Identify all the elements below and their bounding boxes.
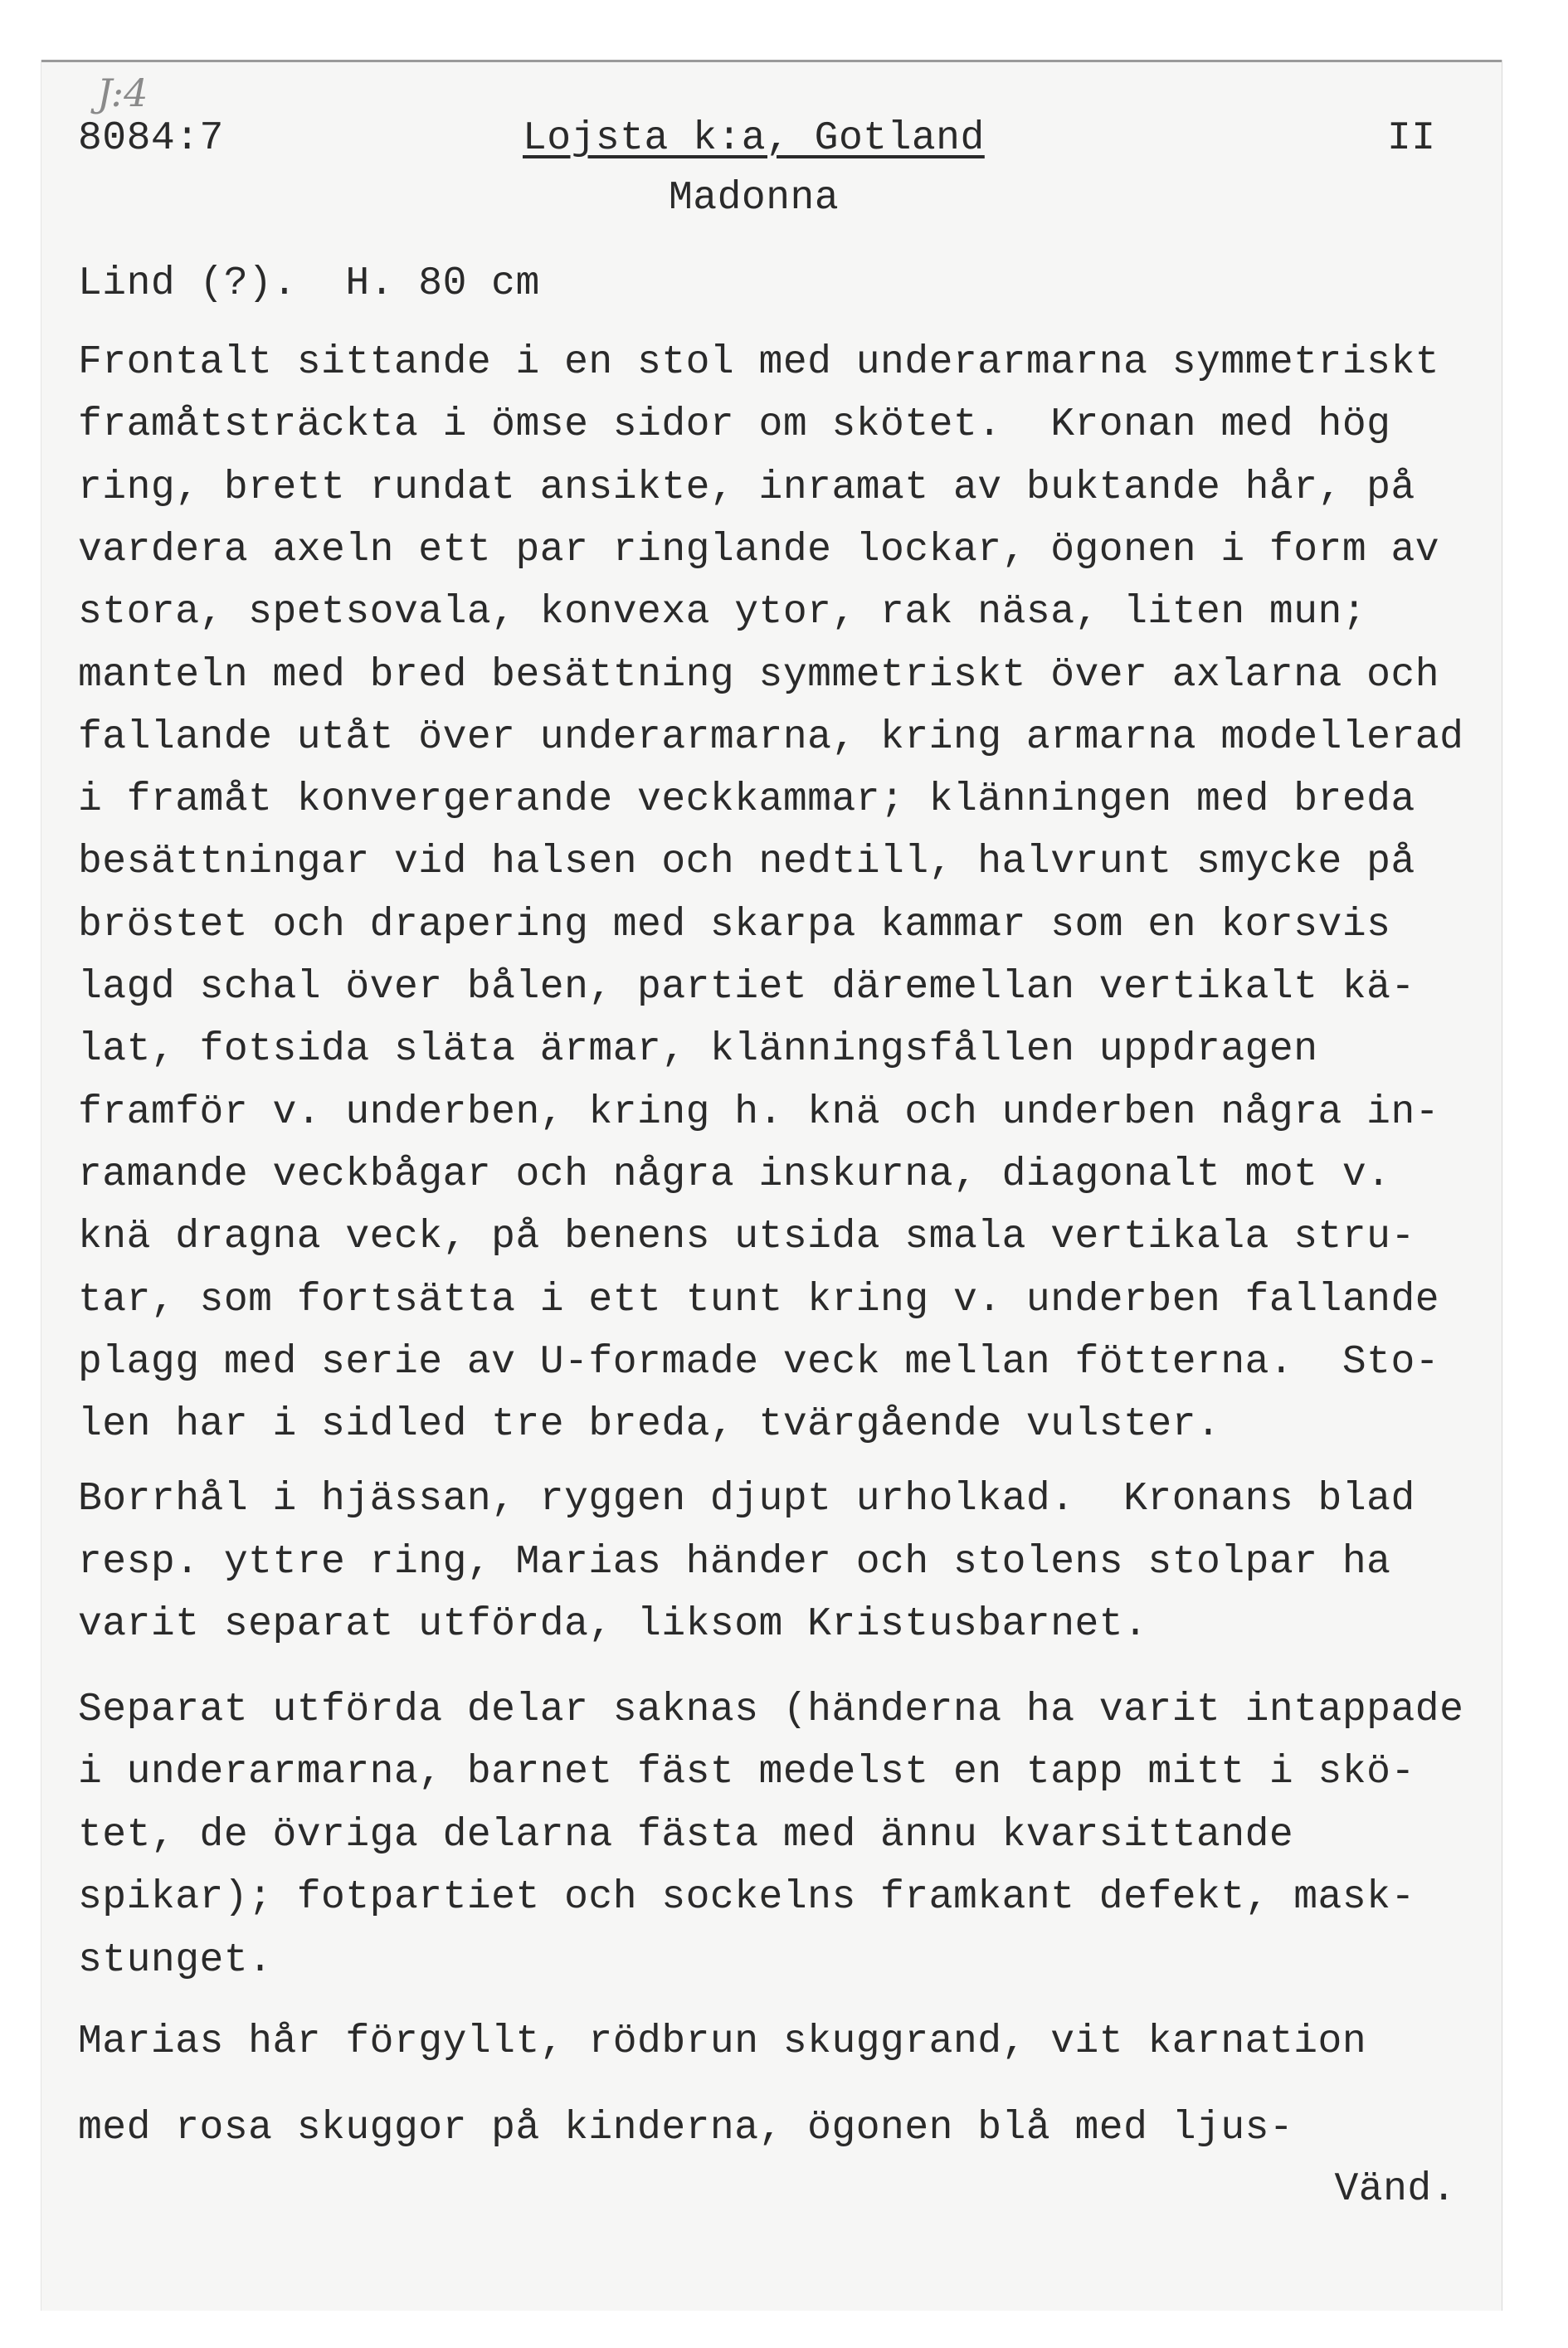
text-line: resp. yttre ring, Marias händer och stolens stolpar ha bbox=[78, 1539, 1391, 1585]
location-title: Lojsta k:a, Gotland bbox=[523, 116, 985, 161]
text-line: Separat utförda delar saknas (händerna ha varit intappade bbox=[78, 1688, 1464, 1732]
card-number: II bbox=[1387, 116, 1436, 161]
text-line: manteln med bred besättning symmetriskt över axlarna och bbox=[78, 652, 1440, 698]
text-line: stora, spetsovala, konvexa ytor, rak näsa, liten mun; bbox=[78, 590, 1367, 636]
text-line: lat, fotsida släta ärmar, klänningsfållen uppdragen bbox=[78, 1027, 1318, 1073]
text-line: besättningar vid halsen och nedtill, halvrunt smycke på bbox=[78, 840, 1415, 885]
text-line: med rosa skuggor på kinderna, ögonen blå med ljus- bbox=[78, 2106, 1294, 2151]
text-line: i framåt konvergerande veckkammar; klänningen med breda bbox=[78, 777, 1415, 823]
text-line: plagg med serie av U-formade veck mellan fötterna. Sto- bbox=[78, 1339, 1440, 1385]
text-line: tet, de övriga delarna fästa med ännu kvarsittande bbox=[78, 1812, 1294, 1858]
text-line: varit separat utförda, liksom Kristusbarnet. bbox=[78, 1602, 1148, 1648]
text-line: Frontalt sittande i en stol med underarmarna symmetriskt bbox=[78, 340, 1440, 385]
handwritten-note: J:4 bbox=[97, 71, 149, 115]
text-line: bröstet och drapering med skarpa kammar som en korsvis bbox=[78, 902, 1391, 947]
text-line: Marias hår förgyllt, rödbrun skuggrand, vit karnation bbox=[78, 2019, 1367, 2064]
text-line: framåtsträckta i ömse sidor om skötet. Kronan med hög bbox=[78, 402, 1391, 448]
text-line: vardera axeln ett par ringlande lockar, ögonen i form av bbox=[78, 527, 1440, 572]
catalog-number: 8084:7 bbox=[78, 116, 224, 161]
text-line: i underarmarna, barnet fäst medelst en tapp mitt i skö- bbox=[78, 1750, 1415, 1795]
material-line: Lind (?). H. 80 cm bbox=[78, 261, 540, 306]
turn-note: Vänd. bbox=[1334, 2167, 1456, 2212]
text-line: framför v. underben, kring h. knä och underben några in- bbox=[78, 1089, 1440, 1135]
text-line: ramande veckbågar och några inskurna, diagonalt mot v. bbox=[78, 1152, 1391, 1197]
text-line: tar, som fortsätta i ett tunt kring v. underben fallande bbox=[78, 1277, 1440, 1323]
text-line: stunget. bbox=[78, 1937, 273, 1983]
text-line: knä dragna veck, på benens utsida smala vertikala stru- bbox=[78, 1215, 1415, 1260]
text-line: len har i sidled tre breda, tvärgående vulster. bbox=[78, 1402, 1221, 1448]
text-line: lagd schal över bålen, partiet däremellan vertikalt kä- bbox=[78, 965, 1415, 1010]
text-line: Borrhål i hjässan, ryggen djupt urholkad. Kronans blad bbox=[78, 1477, 1415, 1522]
text-line: ring, brett rundat ansikte, inramat av buktande hår, på bbox=[78, 465, 1415, 510]
subject-title: Madonna bbox=[669, 176, 840, 221]
text-line: spikar); fotpartiet och sockelns framkant defekt, mask- bbox=[78, 1875, 1415, 1921]
text-line: fallande utåt över underarmarna, kring armarna modellerad bbox=[78, 714, 1464, 760]
